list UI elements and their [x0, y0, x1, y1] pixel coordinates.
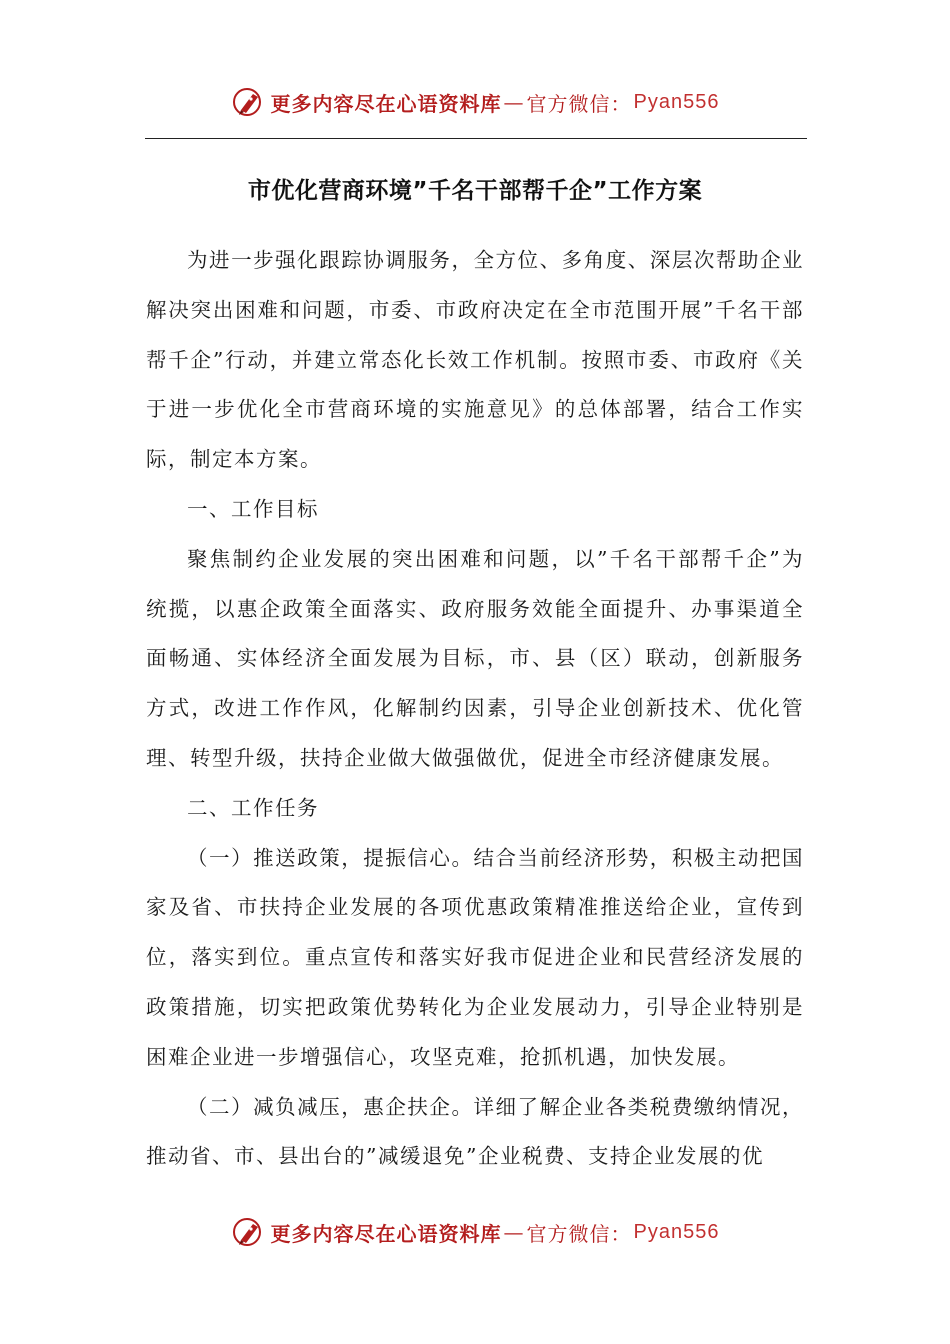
pen-nib-logo-icon [231, 84, 267, 120]
site-name: 更多内容尽在心语资料库 [270, 1221, 502, 1246]
wechat-id: Pyan556 [633, 90, 720, 113]
intro-paragraph: 为进一步强化跟踪协调服务，全方位、多角度、深层次帮助企业解决突出困难和问题，市委、市政府决定在全市范围开展”千名干部帮千企”行动，并建立常态化长效工作机制。按照市委、市政府《关于进一步优化全市营商环境的实施意见》的总体部署，结合工作实际，制定本方案。 [146, 248, 804, 472]
section-heading-goals: 一、工作目标 [187, 496, 319, 521]
task-paragraph-1: （一）推送政策，提振信心。结合当前经济形势，积极主动把国家及省、市扶持企业发展的各项优惠政策精准推送给企业，宣传到位，落实到位。重点宣传和落实好我市促进企业和民营经济发展的政策措施，切实把政策优势转化为企业发展动力，引导企业特别是困难企业进一步增强信心，攻坚克难，抢抓机遇，加快发展。 [146, 845, 804, 1069]
footer-banner [0, 1212, 950, 1252]
banner-separator: — [503, 90, 525, 114]
banner-separator: — [503, 1220, 525, 1244]
section-heading-tasks: 二、工作任务 [187, 795, 319, 820]
wechat-id: Pyan556 [633, 1220, 720, 1243]
document-title: 市优化营商环境”千名干部帮千企”工作方案 [247, 178, 703, 204]
task-paragraph-2: （二）减负减压，惠企扶企。详细了解企业各类税费缴纳情况，推动省、市、县出台的”减缓退免”企业税费、支持企业发展的优 [146, 1094, 804, 1169]
header-banner [0, 82, 950, 122]
wechat-label: 官方微信： [526, 91, 632, 116]
document-body [146, 236, 804, 1182]
pen-nib-logo-icon [231, 1214, 267, 1250]
wechat-label: 官方微信： [526, 1221, 632, 1246]
header-divider [145, 138, 807, 139]
goals-paragraph: 聚焦制约企业发展的突出困难和问题，以”千名干部帮千企”为统揽，以惠企政策全面落实、政府服务效能全面提升、办事渠道全面畅通、实体经济全面发展为目标，市、县（区）联动，创新服务方式，改进工作作风，化解制约因素，引导企业创新技术、优化管理、转型升级，扶持企业做大做强做优，促进全市经济健康发展。 [146, 546, 804, 770]
site-name: 更多内容尽在心语资料库 [270, 91, 502, 116]
